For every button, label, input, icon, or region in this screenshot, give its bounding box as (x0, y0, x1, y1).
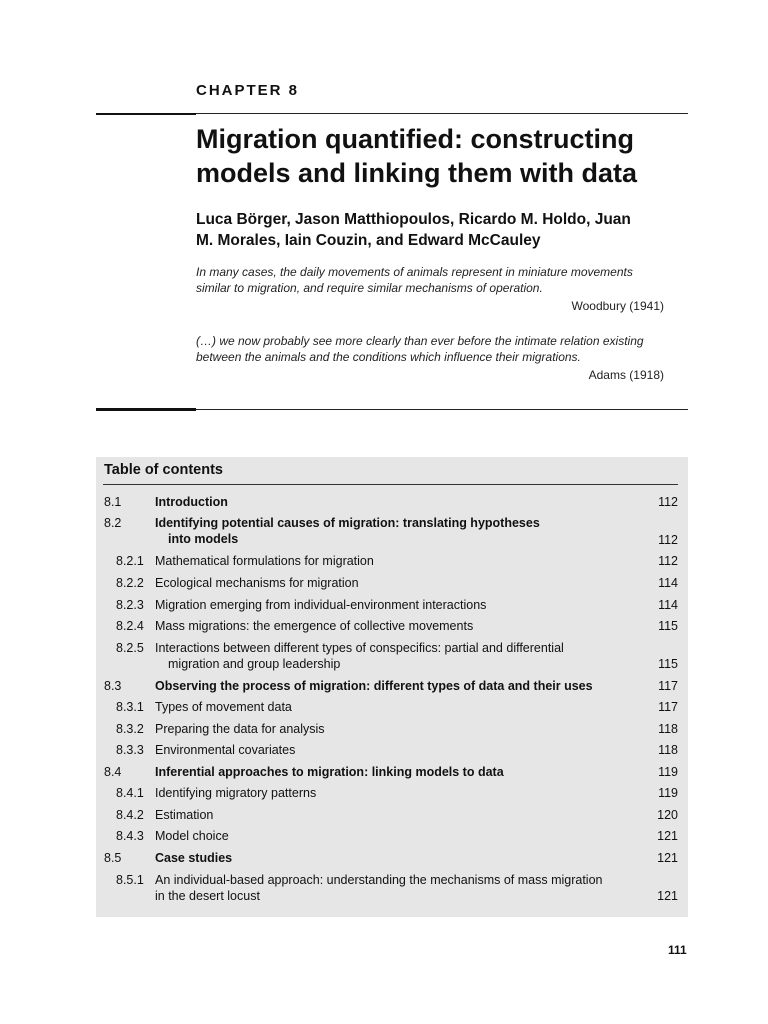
epigraph-woodbury (196, 264, 664, 314)
toc-title: Migration emerging from individual-environment interactions (155, 598, 487, 612)
toc-heading: Table of contents (104, 462, 223, 478)
toc-number: 8.4 (104, 765, 122, 779)
toc-page: 118 (658, 722, 678, 736)
toc-page: 112 (658, 533, 678, 547)
authors-line1: Luca Börger, Jason Matthiopoulos, Ricardo M. Holdo, Juan (196, 211, 631, 228)
epigraph-text-line2: between the animals and the conditions which influence their migrations. (196, 350, 581, 364)
chapter-title-line1: Migration quantified: constructing (196, 124, 634, 154)
chapter-label: CHAPTER 8 (196, 82, 300, 99)
toc-page: 119 (658, 786, 678, 800)
toc-number: 8.4.3 (116, 829, 144, 843)
toc-title: Estimation (155, 808, 214, 822)
toc-title-line2: in the desert locust (155, 889, 260, 903)
toc-number: 8.4.1 (116, 786, 144, 800)
toc-page: 119 (658, 765, 678, 779)
toc-page: 117 (658, 679, 678, 693)
chapter-title (196, 122, 696, 190)
toc-title-line2: migration and group leadership (168, 657, 341, 671)
toc-title (155, 515, 635, 547)
toc-page: 121 (657, 889, 678, 903)
bottom-rule-accent (96, 408, 196, 411)
toc-title: Inferential approaches to migration: linking models to data (155, 765, 504, 779)
toc-title (155, 640, 635, 672)
toc-title: Case studies (155, 851, 233, 865)
toc-number: 8.5.1 (116, 873, 144, 887)
toc-number: 8.1 (104, 495, 122, 509)
toc-number: 8.3 (104, 679, 122, 693)
epigraph-text-line1: In many cases, the daily movements of animals represent in miniature movements (196, 265, 633, 279)
epigraph-text-line1: (…) we now probably see more clearly than ever before the intimate relation existing (196, 334, 644, 348)
toc-title-line1: Interactions between different types of conspecifics: partial and differential (155, 641, 564, 655)
table-of-contents (96, 457, 688, 917)
toc-page: 118 (658, 743, 678, 757)
toc-number: 8.3.3 (116, 743, 144, 757)
toc-page: 117 (658, 700, 678, 714)
toc-title: Mass migrations: the emergence of collective movements (155, 619, 474, 633)
toc-title-line2: into models (168, 532, 239, 546)
toc-divider (103, 484, 678, 485)
toc-page: 115 (658, 657, 678, 671)
page-number: 111 (668, 943, 687, 957)
toc-page: 120 (657, 808, 678, 822)
toc-page: 114 (658, 576, 678, 590)
toc-number: 8.2.1 (116, 554, 144, 568)
toc-title: Environmental covariates (155, 743, 296, 757)
toc-number: 8.3.2 (116, 722, 144, 736)
top-rule-accent (96, 113, 196, 115)
toc-page: 112 (658, 495, 678, 509)
chapter-title-line2: models and linking them with data (196, 158, 638, 188)
toc-number: 8.3.1 (116, 700, 144, 714)
chapter-authors (196, 209, 666, 251)
toc-title: Model choice (155, 829, 229, 843)
toc-number: 8.2 (104, 516, 122, 530)
toc-title: Mathematical formulations for migration (155, 554, 374, 568)
epigraph-adams (196, 333, 664, 383)
toc-title: Introduction (155, 495, 228, 509)
toc-page: 121 (657, 851, 678, 865)
toc-number: 8.4.2 (116, 808, 144, 822)
authors-line2: M. Morales, Iain Couzin, and Edward McCauley (196, 232, 541, 249)
toc-title: Types of movement data (155, 700, 292, 714)
toc-number: 8.2.3 (116, 598, 144, 612)
toc-page: 112 (658, 554, 678, 568)
toc-title: Ecological mechanisms for migration (155, 576, 359, 590)
toc-page: 121 (657, 829, 678, 843)
toc-title-line1: An individual-based approach: understanding the mechanisms of mass migration (155, 873, 603, 887)
toc-title: Preparing the data for analysis (155, 722, 325, 736)
toc-number: 8.2.4 (116, 619, 144, 633)
toc-title-line1: Identifying potential causes of migration: translating hypotheses (155, 516, 540, 530)
toc-page: 114 (658, 598, 678, 612)
toc-page: 115 (658, 619, 678, 633)
toc-number: 8.2.5 (116, 641, 144, 655)
epigraph-attribution: Woodbury (1941) (571, 299, 664, 313)
toc-title: Identifying migratory patterns (155, 786, 317, 800)
toc-title: Observing the process of migration: different types of data and their uses (155, 679, 593, 693)
epigraph-text-line2: similar to migration, and require similar mechanisms of operation. (196, 281, 543, 295)
toc-number: 8.5 (104, 851, 122, 865)
toc-title (155, 872, 635, 904)
epigraph-attribution: Adams (1918) (588, 368, 664, 382)
toc-number: 8.2.2 (116, 576, 144, 590)
